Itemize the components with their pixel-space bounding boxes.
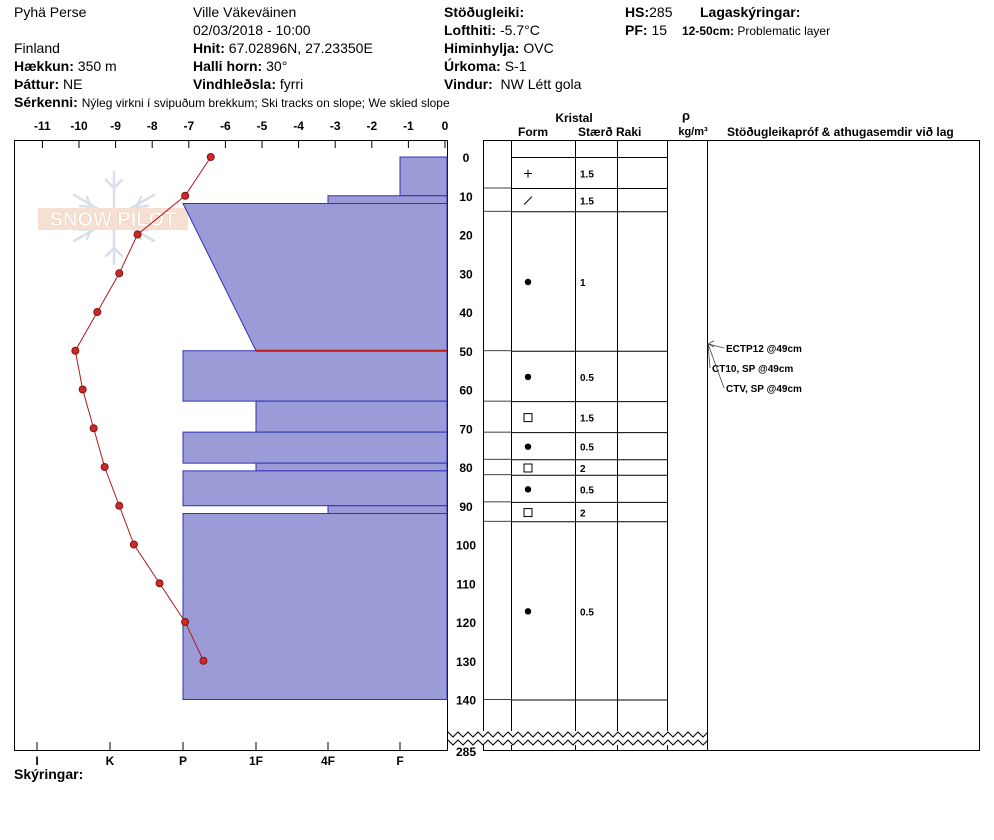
hardness-tick-label: K (105, 754, 115, 768)
country-name: Finland (14, 40, 60, 56)
crystal-size-value: 1.5 (580, 196, 594, 208)
crystal-form-icon (524, 464, 532, 472)
crystal-form-icon (524, 197, 532, 205)
stability-test-label: CT10, SP @49cm (712, 364, 794, 375)
crystal-size-value: 0.5 (580, 607, 594, 619)
depth-axis (456, 151, 476, 759)
hardness-tick-label: P (178, 754, 188, 768)
temperature-point (130, 541, 137, 548)
density-unit: kg/m³ (678, 126, 708, 138)
crystal-size-value: 0.5 (580, 485, 594, 497)
hardness-tick-label: 1F (248, 754, 264, 768)
temperature-point (182, 192, 189, 199)
hardness-layer (183, 351, 447, 401)
hardness-tick-label: 4F (320, 754, 336, 768)
temperature-point (182, 619, 189, 626)
air-temp-label: Lofthiti: (444, 22, 497, 38)
stability-tests-header: Stöðugleikapróf & athugasemdir við lag (727, 125, 954, 139)
temperature-point (72, 347, 79, 354)
wind-label: Vindur: (444, 76, 493, 92)
depth-tick-label: 110 (456, 577, 476, 592)
layer-table-frame (484, 141, 980, 751)
temperature-point (134, 231, 141, 238)
hardness-layer (400, 157, 447, 196)
crystal-form-icon (525, 486, 531, 492)
location-name: Pyhä Perse (14, 4, 87, 20)
hs-label: HS: (625, 4, 650, 20)
aspect-value: NE (63, 76, 83, 92)
crystal-size-value: 1.5 (580, 413, 594, 425)
hardness-layer (328, 506, 447, 514)
layer-note-range: 12-50cm: (682, 24, 735, 38)
crystal-size-value: 2 (580, 508, 586, 520)
slope-value: 30° (266, 58, 288, 74)
crystal-header: Kristal (555, 111, 593, 125)
hardness-layer (183, 471, 447, 506)
crystal-size-value: 1.5 (580, 169, 594, 181)
stability-test-label: ECTP12 @49cm (726, 344, 802, 355)
hardness-layer (256, 401, 447, 432)
temperature-tick-label: -9 (110, 119, 121, 133)
hardness-layer (328, 196, 447, 204)
elevation-value: 350 m (77, 58, 117, 74)
hardness-layers (183, 157, 447, 700)
depth-break-indicator (448, 731, 708, 745)
depth-tick-label: 70 (459, 422, 473, 437)
wind-loading-value: fyrri (279, 76, 304, 92)
precip-label: Úrkoma: (444, 58, 501, 74)
crystal-size-value: 0.5 (580, 372, 594, 384)
temperature-axis (34, 119, 449, 148)
temperature-tick-label: -2 (366, 119, 378, 133)
temperature-point (116, 270, 123, 277)
temperature-tick-label: -7 (183, 119, 195, 133)
temperature-point (207, 154, 214, 161)
temperature-tick-label: -8 (146, 119, 158, 133)
slope-label: Halli horn: (193, 58, 263, 74)
crystal-form-icon (525, 443, 531, 449)
layer-note-text: Problematic layer (737, 24, 831, 38)
hs-value: 285 (649, 4, 673, 20)
coords-label: Hnit: (193, 40, 225, 56)
snowpilot-watermark (38, 172, 188, 264)
air-temp-value: -5.7°C (499, 22, 540, 38)
depth-bottom-label: 285 (455, 745, 477, 759)
hardness-tick-label: F (396, 754, 404, 768)
hardness-layer (183, 204, 447, 351)
depth-tick-label: 10 (459, 189, 473, 204)
depth-tick-label: 100 (455, 538, 477, 553)
moisture-header: Raki (616, 125, 642, 139)
temperature-point (156, 580, 163, 587)
sky-label: Himinhylja: (444, 40, 520, 56)
temperature-tick-label: -10 (70, 119, 88, 133)
stability-label: Stöðugleiki: (444, 4, 525, 20)
pf-label: PF: (625, 22, 648, 38)
wind-value: NW Létt gola (500, 76, 582, 92)
elevation-label: Hækkun: (14, 58, 74, 74)
temperature-tick-label: -4 (293, 119, 304, 133)
size-header: Stærð (578, 125, 613, 139)
observation-datetime: 02/03/2018 - 10:00 (193, 22, 311, 38)
crystal-size-value: 0.5 (580, 442, 594, 454)
depth-tick-label: 30 (459, 267, 473, 282)
temperature-point (94, 309, 101, 316)
depth-tick-label: 0 (462, 151, 470, 165)
temperature-point (116, 502, 123, 509)
wind-loading-label: Vindhleðsla: (193, 76, 276, 92)
hardness-axis (35, 742, 403, 768)
crystal-size-value: 1 (580, 278, 586, 289)
temperature-tick-label: -3 (329, 119, 341, 133)
crystal-form-icon (525, 374, 531, 380)
sky-value: OVC (523, 40, 554, 56)
temperature-point (200, 657, 207, 664)
depth-tick-label: 80 (459, 461, 473, 475)
temperature-point (90, 425, 97, 432)
form-header: Form (518, 125, 548, 139)
depth-tick-label: 20 (459, 228, 473, 243)
precip-value: S-1 (504, 58, 527, 74)
crystal-form-icon (525, 279, 531, 285)
stability-test-label: CTV, SP @49cm (726, 384, 802, 395)
temperature-point (101, 464, 108, 471)
temperature-tick-label: -6 (220, 119, 231, 133)
legend-label: Skýringar: (14, 766, 84, 782)
hardness-layer (183, 514, 447, 700)
crystal-form-icon (524, 170, 532, 178)
crystal-form-icon (525, 608, 531, 614)
depth-tick-label: 140 (455, 693, 477, 708)
remarks-value: Nýleg virkni í svipuðum brekkum; Ski tracks on slope; We skied slope (81, 96, 450, 110)
temperature-tick-label: -5 (256, 119, 268, 133)
coords-value: 67.02896N, 27.23350E (228, 40, 373, 56)
watermark-text: SNOW PILOT (49, 209, 177, 231)
remarks-label: Sérkenni: (14, 94, 78, 110)
depth-tick-label: 130 (455, 654, 477, 669)
hardness-layer (256, 463, 447, 471)
aspect-label: Þáttur: (14, 76, 60, 92)
layer-notes-label: Lagaskýringar: (700, 4, 801, 20)
observer-name: Ville Väkeväinen (193, 4, 297, 20)
crystal-form-icon (524, 509, 532, 517)
crystal-size-value: 2 (580, 464, 586, 475)
hardness-tick-label: I (35, 754, 39, 768)
temperature-tick-label: -11 (34, 119, 51, 133)
temperature-tick-label: 0 (441, 119, 449, 133)
depth-tick-label: 90 (459, 499, 473, 514)
depth-tick-label: 120 (455, 616, 477, 630)
depth-tick-label: 60 (459, 383, 473, 398)
stability-tests (708, 341, 802, 395)
depth-tick-label: 40 (459, 306, 473, 320)
temperature-tick-label: -1 (403, 119, 414, 133)
crystal-form-icon (524, 414, 532, 422)
hardness-layer (183, 432, 447, 463)
depth-tick-label: 50 (459, 344, 473, 359)
pf-value: 15 (651, 22, 668, 38)
stability-test-pointer (708, 344, 724, 348)
temperature-point (79, 386, 86, 393)
density-symbol: ρ (681, 108, 691, 123)
